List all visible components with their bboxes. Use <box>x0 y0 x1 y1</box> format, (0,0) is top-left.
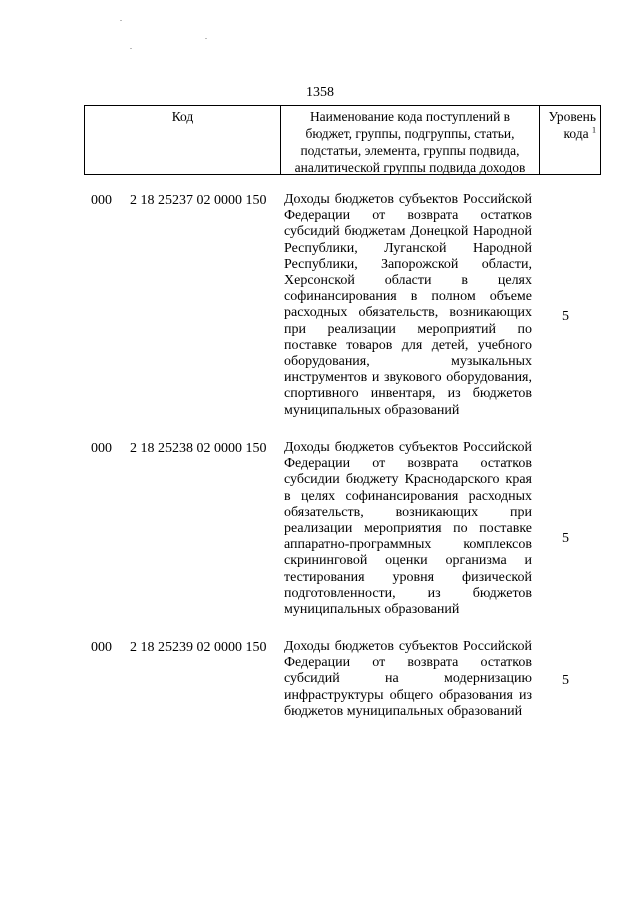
row-level: 5 <box>562 673 569 688</box>
footnote-marker: 1 <box>592 125 596 135</box>
row-admin-code: 000 <box>91 640 112 655</box>
header-level <box>540 106 600 174</box>
row-description: Доходы бюджетов субъектов Российской Федерации от возврата остатков субсидий на модернизацию инфраструктуры общего образования из бюджетов муниципальных образований <box>284 639 532 719</box>
header-name-line: аналитической группы подвида доходов <box>294 160 526 175</box>
table-header <box>84 105 601 175</box>
header-level-line2: кода <box>563 126 589 141</box>
header-level-line1: Уровень <box>548 109 596 124</box>
header-code: Код <box>85 106 281 174</box>
row-admin-code: 000 <box>91 193 112 208</box>
row-level: 5 <box>562 531 569 546</box>
row-income-code: 2 18 25238 02 0000 150 <box>130 441 267 456</box>
row-description: Доходы бюджетов субъектов Российской Федерации от возврата остатков субсидий бюджетам Донецкой Народной Республики, Луганской Народной Республики, Запорожской области, Херсонской области в целях софинансирования в полном объеме расходных обязательств, возникающих при реализации мероприятий по поставке товаров для детей, учебного оборудования, музыкальных инструментов и звукового оборудования, спортивного инвентаря, из бюджетов муниципальных образований <box>284 192 532 418</box>
header-name-line: подстатьи, элемента, группы подвида, <box>300 143 520 158</box>
page-number: 1358 <box>306 85 334 100</box>
row-income-code: 2 18 25237 02 0000 150 <box>130 193 267 208</box>
row-level: 5 <box>562 309 569 324</box>
header-name-line: бюджет, группы, подгруппы, статьи, <box>305 126 515 141</box>
header-name-line: Наименование кода поступлений в <box>309 109 511 124</box>
scan-artifact-dots <box>110 20 230 60</box>
row-description: Доходы бюджетов субъектов Российской Федерации от возврата остатков субсидии бюджету Краснодарского края в целях софинансирования расходных обязательств, возникающих при реализации мероприятия по поставке аппаратно-программных комплексов скрининговой оценки организма и тестирования уровня физической подготовленности, из бюджетов муниципальных образований <box>284 440 532 618</box>
header-name <box>281 106 540 174</box>
row-admin-code: 000 <box>91 441 112 456</box>
row-income-code: 2 18 25239 02 0000 150 <box>130 640 267 655</box>
